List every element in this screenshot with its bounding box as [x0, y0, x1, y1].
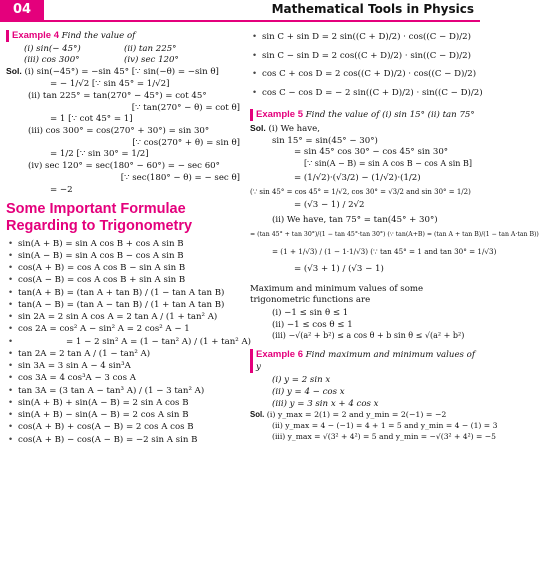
example4-solution-line: = −2	[50, 184, 73, 195]
example4-heading	[6, 30, 244, 42]
example5-solution-line: = (1/√2)·(√3/2) − (1/√2)·(1/2)	[294, 173, 421, 184]
example6-title: Example 6	[256, 349, 303, 361]
formula-item: • sin 3A = 3 sin A − 4 sin³A	[6, 361, 244, 372]
example5-solution-line: [∵ sin(A − B) = sin A cos B − cos A sin B]	[304, 159, 472, 169]
example4-question: Find the value of	[61, 31, 136, 41]
maxmin-item: (iii) −√(a² + b²) ≤ a cos θ + b sin θ ≤ √(a² + b²)	[272, 331, 465, 341]
example5-solution-line: = (√3 − 1) / 2√2	[294, 199, 365, 210]
formula-item: • tan(A − B) = (tan A − tan B) / (1 + tan A tan B)	[6, 300, 244, 311]
maxmin-intro: Maximum and minimum values of some trigonometric functions are	[250, 284, 424, 306]
example5-solution-line: = (√3 + 1) / (√3 − 1)	[294, 263, 384, 274]
formula-item: • cos 2A = cos² A − sin² A = 2 cos² A − 1	[6, 324, 244, 335]
example4-title: Example 4	[12, 30, 59, 41]
sum-to-product-list	[250, 32, 483, 99]
header-rule	[0, 20, 480, 22]
example6-sol-label: Sol.	[250, 410, 265, 420]
formula-item: • sin C + sin D = 2 sin((C + D)/2) · cos((C − D)/2)	[250, 32, 476, 43]
formula-item: • tan 2A = 2 tan A / (1 − tan² A)	[6, 349, 244, 360]
section-heading-line: Some Important Formulae	[6, 201, 186, 218]
example5-title: Example 5	[256, 108, 303, 120]
example5-solution-line: = sin 45° cos 30° − cos 45° sin 30°	[294, 147, 449, 158]
page-header	[0, 0, 480, 20]
maxmin-item: (i) −1 ≤ sin θ ≤ 1	[272, 307, 349, 318]
example5-question: Find the value of (i) sin 15° (ii) tan 75°	[305, 109, 475, 120]
example5-sol-label: Sol.	[250, 122, 266, 133]
example4-solution-line: [∵ cos(270° + θ) = sin θ]	[132, 137, 240, 148]
formula-item: • sin(A + B) + sin(A − B) = 2 sin A cos B	[6, 398, 244, 409]
example6-part: (i) y = 2 sin x	[272, 375, 331, 386]
example4-part: (iv) sec 120°	[124, 54, 179, 65]
example4-part: (iii) cos 300°	[24, 54, 80, 65]
example4-solution-line: (iv) sec 120° = sec(180° − 60°) = − sec 60°	[28, 161, 220, 172]
formula-item: • cos(A + B) = cos A cos B − sin A sin B	[6, 263, 244, 274]
formula-list	[6, 238, 252, 445]
example4-solution-line: Sol. (i) sin(−45°) = −sin 45° [∵ sin(−θ) = −sin θ]	[6, 66, 219, 78]
formula-item: • cos C − cos D = − 2 sin((C + D)/2) · sin((C − D)/2)	[250, 88, 476, 99]
example5-solution-line: (∵ sin 45° = cos 45° = 1/√2, cos 30° = √3/2 and sin 30° = 1/2)	[250, 187, 471, 196]
example4-solution-line: = − 1/√2 [∵ sin 45° = 1/√2]	[50, 79, 170, 90]
example6-solution-line: (ii) y_max = 4 − (−1) = 4 + 1 = 5 and y_min = 4 − (1) = 3	[272, 421, 498, 431]
example4-part: (ii) tan 225°	[124, 43, 177, 54]
example6-part: (iii) y = 3 sin x + 4 cos x	[272, 398, 379, 409]
formula-item: • sin(A + B) − sin(A − B) = 2 cos A sin B	[6, 410, 244, 421]
formula-item: • cos(A − B) = cos A cos B + sin A sin B	[6, 275, 244, 286]
formula-item: • cos(A + B) − cos(A − B) = −2 sin A sin B	[6, 435, 244, 446]
example6-solution-line: Sol. (i) y_max = 2(1) = 2 and y_min = 2(−1) = −2	[250, 410, 447, 420]
formula-item: • cos 3A = 4 cos³A − 3 cos A	[6, 373, 244, 384]
section-heading	[6, 201, 244, 234]
example6-heading	[250, 349, 476, 373]
formula-item: • sin 2A = 2 sin A cos A = 2 tan A / (1 + tan² A)	[6, 312, 244, 323]
example5-solution-line: = (tan 45° + tan 30°)/(1 − tan 45°·tan 30°) (∵ tan(A+B) = (tan A + tan B)/(1 − tan A·tan B))	[250, 230, 539, 238]
section-heading-line: Regarding to Trigonometry	[6, 218, 193, 235]
page-number: 04	[0, 0, 44, 20]
formula-item: • sin(A + B) = sin A cos B + cos A sin B	[6, 239, 244, 250]
example6-solution-line: (iii) y_max = √(3² + 4²) = 5 and y_min = −√(3² + 4²) = −5	[272, 431, 496, 441]
formula-item: • sin C − sin D = 2 cos((C + D)/2) · sin((C − D)/2)	[250, 51, 476, 62]
example4-part: (i) sin(− 45°)	[24, 43, 81, 54]
example5-heading	[250, 109, 476, 121]
example5-solution-line: sin 15° = sin(45° − 30°)	[272, 135, 378, 146]
formula-item: • sin(A − B) = sin A cos B − cos A sin B	[6, 251, 244, 262]
maxmin-item: (ii) −1 ≤ cos θ ≤ 1	[272, 319, 353, 330]
example4-sol-label: Sol.	[6, 66, 22, 77]
example6-question: Find maximum and minimum values of y	[256, 350, 476, 373]
example4-solution-line: [∵ tan(270° − θ) = cot θ]	[131, 102, 240, 113]
example4-solution-line: [∵ sec(180° − θ) = − sec θ]	[120, 172, 240, 183]
example5-solution-line: = (1 + 1/√3) / (1 − 1·1/√3) (∵ tan 45° = 1 and tan 30° = 1/√3)	[272, 246, 497, 256]
left-column	[6, 28, 252, 447]
example5-solution-line: Sol. (i) We have,	[250, 122, 320, 134]
example4-solution-line: = 1/2 [∵ sin 30° = 1/2]	[50, 149, 149, 160]
formula-item: • cos(A + B) + cos(A − B) = 2 cos A cos B	[6, 422, 244, 433]
example4-solution-line: (iii) cos 300° = cos(270° + 30°) = sin 30°	[28, 126, 210, 137]
formula-item: • cos C + cos D = 2 cos((C + D)/2) · cos((C − D)/2)	[250, 69, 476, 80]
example6-part: (ii) y = 4 − cos x	[272, 386, 345, 397]
example4-parts	[24, 44, 244, 65]
formula-item: • tan(A + B) = (tan A + tan B) / (1 − tan A tan B)	[6, 288, 244, 299]
example4-solution-line: = 1 [∵ cot 45° = 1]	[50, 114, 133, 125]
example4-solution-line: (ii) tan 225° = tan(270° − 45°) = cot 45°	[28, 90, 207, 101]
formula-item: • tan 3A = (3 tan A − tan³ A) / (1 − 3 tan² A)	[6, 386, 244, 397]
example5-solution-line: (ii) We have, tan 75° = tan(45° + 30°)	[272, 215, 438, 226]
formula-continuation: • = 1 − 2 sin² A = (1 − tan² A) / (1 + tan² A)	[6, 337, 244, 348]
book-title: Mathematical Tools in Physics	[271, 2, 474, 16]
right-column	[250, 28, 539, 442]
